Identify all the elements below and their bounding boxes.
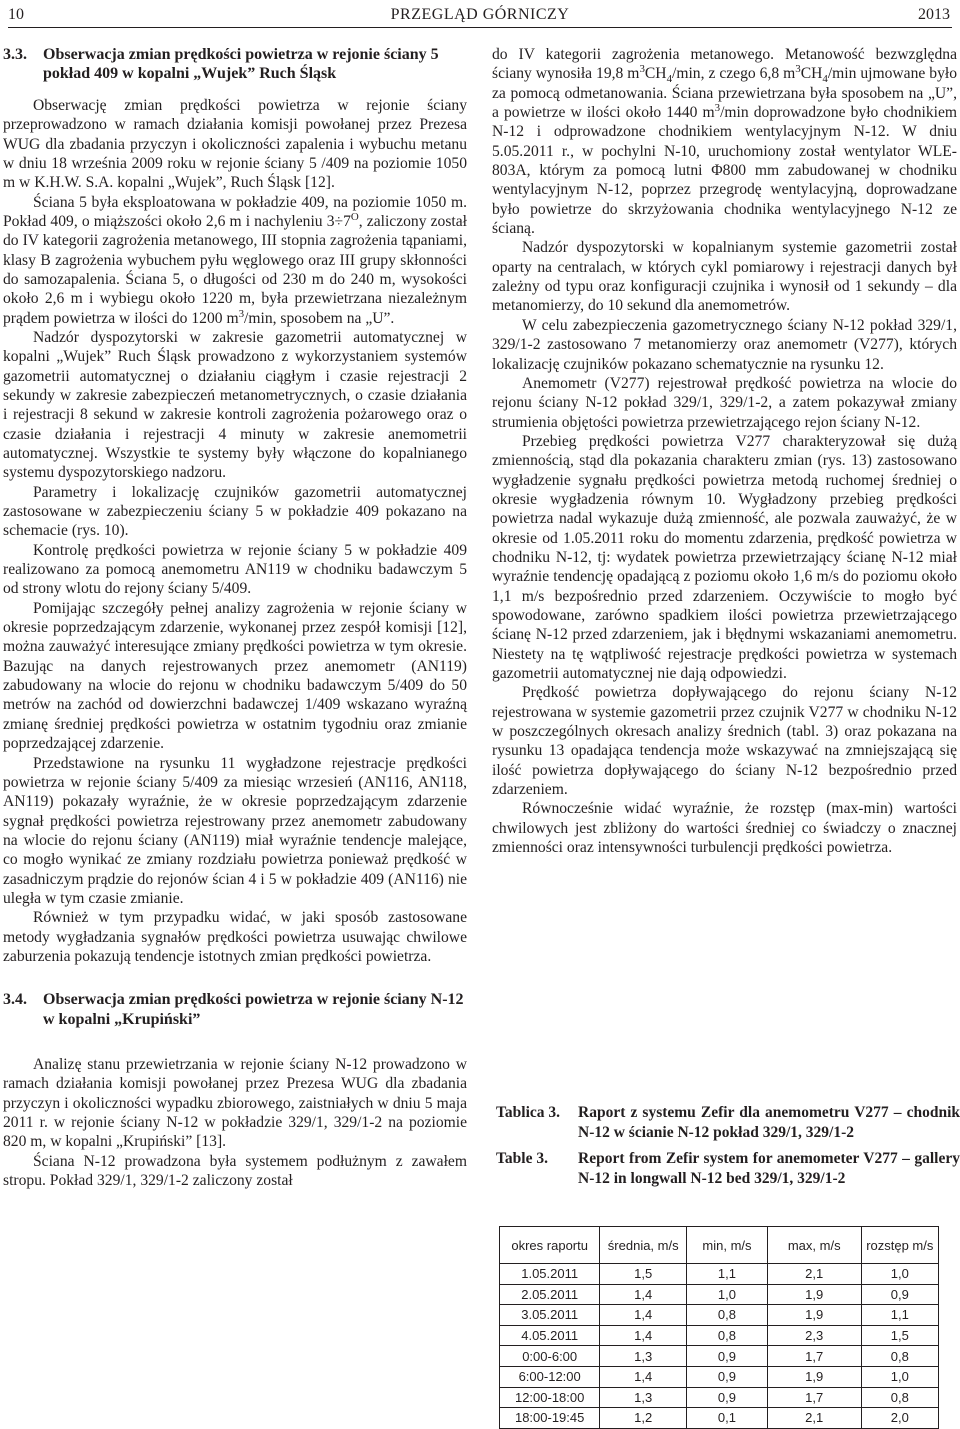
table-cell: 0,8 — [861, 1387, 938, 1408]
table-cell: 1,1 — [687, 1264, 768, 1285]
table-cell: 1,0 — [861, 1264, 938, 1285]
table-cell: 1,4 — [600, 1305, 687, 1326]
table-header-row — [500, 1227, 939, 1264]
paragraph: Przebieg prędkości powietrza V277 charakteryzował się dużą zmiennością, stąd dla pokazania charakteru zmian (rys. 13) zastosowano wygładzenie sygnału prędkości powietrza metodą ruchomej średniej o okresie wygładzenia równym 10. Wygładzony przebieg prędkości powietrza nadal wykazuje dużą zmienność, ale pozwala zauważyć, że w okresie od 1.05.2011 roku do momentu zdarzenia, prędkość powietrza w chodniku N-12, tj: wydatek powietrza przewietrzający ścianę N-12 miał wyraźnie tendencję opadającą z poziomu około 1,6 m/s do poziomu około 1,1 m/s bezpośrednio przed zdarzeniem. Oczywiście to mogło być spowodowane, zarówno spadkiem ilości powietrza przewietrzającego ścianę N-12 przed zdarzeniem, jak i błędnymi wskazaniami anemometru. Niestety na tę wątpliwość rejestracje prędkości powietrza w systemach gazometrii automatycznej nie dają odpowiedzi. — [492, 432, 957, 682]
table-cell: 1,0 — [861, 1366, 938, 1387]
table-cell: 4.05.2011 — [500, 1325, 600, 1346]
paragraph: Prędkość powietrza dopływającego do rejonu ściany N-12 rejestrowana w systemie gazometrii przez czujnik V277 w chodniku N-12 w poszczególnych okresach analizy średnich (tabl. 3) oraz pokazana na rysunku 13 opadająca tendencja może wskazywać na zmniejszającą się ilość powietrza dopływającego do ściany N-12 bezpośrednio przed zdarzeniem. — [492, 684, 957, 799]
table-cell: 1,9 — [767, 1284, 861, 1305]
paragraph: Pomijając szczegóły pełnej analizy zagrożenia w rejonie ściany w okresie poprzedzającym zdarzenie, wykonanej przez zespół komisji [12], można zauważyć interesujące zmiany prędkości powietrza w tym okresie. Bazując na danych rejestrowanych przez anemometr (AN119) zabudowany na wlocie do rejonu w chodniku badawczym 5/409 do 50 metrów na zachód od dowierzchni badawczej 1/409 wskazano wyraźną zmianę średniej prędkości powietrza w ostatnim tygodniu oraz zmianie poprzedzającej zdarzenie. — [3, 599, 467, 753]
paragraph: Ściana 5 była eksploatowana w pokładzie 409, na poziomie 1050 m. Pokład 409, o miąższości około 2,6 m i nachyleniu $3\div 7^O$, zaliczony został do IV kategorii zagrożenia metanowego, III stopnia zagrożenia tąpaniami, klasy B zagrożenia wybuchem pyłu węglowego oraz III grupy skłonności do samozapalenia. Ściana 5, o długości od 230 m do 240 m, wysokości około 2,6 m i wybiegu około 1220 m, była przewietrzana niezależnym prądem powietrza w ilości do 1200 $m^3/\min$, sposobem na „U”. — [3, 193, 468, 327]
table-cell: 1,5 — [600, 1264, 687, 1285]
caption-text-en: Report from Zefir system for anemometer V277 – gallery N-12 in longwall N-12 bed 329/1, 329/1-2 — [578, 1150, 960, 1187]
table-cell: 12:00-18:00 — [500, 1387, 600, 1408]
paragraph: Również w tym przypadku widać, w jaki sposób zastosowane metody wygładzania sygnałów prędkości powietrza usuwając chwilowe zaburzenia pokazują tendencje istotnych zmian prędkości powietrza. — [3, 909, 467, 965]
table-cell: 1,2 — [600, 1408, 687, 1429]
section-heading-3-4 — [3, 990, 467, 1029]
paragraph: Anemometr (V277) rejestrował prędkość powietrza na wlocie do rejonu ściany N-12 pokład 329/1, 329/1-2, a zatem pokazywał zmiany strumienia objętości powietrza przewietrzającego rejon ściany N-12. — [492, 374, 957, 431]
divide-sign: ÷ — [334, 212, 344, 230]
left-column — [3, 45, 467, 1191]
table-cell: 2,0 — [861, 1408, 938, 1429]
section-title: Obserwacja zmian prędkości powietrza w rejonie ściany N-12 w kopalni „Krupiński” — [43, 991, 464, 1028]
table-cell: 1,4 — [600, 1284, 687, 1305]
table-cell: 6:00-12:00 — [500, 1366, 600, 1387]
table-cell: 18:00-19:45 — [500, 1408, 600, 1429]
issue-year: 2013 — [918, 6, 950, 23]
paragraph: Nadzór dyspozytorski w kopalnianym systemie gazometrii został oparty na centralach, w których cykl pomiarowy i rejestracji danych był zależny od typu oraz konfiguracji czujnika i wynosił od 1 sekundy – dla metanomierzy, do 10 sekund dla anemometrów. — [492, 239, 957, 315]
table-cell: 1,3 — [600, 1346, 687, 1367]
table-row — [500, 1264, 939, 1285]
paragraph: Ściana N-12 prowadzona była systemem podłużnym z zawałem stropu. Pokład 329/1, 329/1-2 zaliczony został — [3, 1152, 467, 1190]
column-header: okres raportu — [500, 1227, 600, 1264]
table-cell: 0,9 — [687, 1346, 768, 1367]
caption-text-pl: Raport z systemu Zefir dla anemometru V277 – chodnik N-12 w ścianie N-12 pokład 329/1, 329/1-2 — [578, 1104, 960, 1141]
table-cell: 2,1 — [767, 1264, 861, 1285]
caption-label-pl: Tablica 3. — [496, 1104, 561, 1121]
table-cell: 1,5 — [861, 1325, 938, 1346]
table-cell: 0,8 — [687, 1305, 768, 1326]
table-row — [500, 1305, 939, 1326]
table-row — [500, 1366, 939, 1387]
paragraph: Obserwację zmian prędkości powietrza w rejonie ściany przeprowadzono w ramach działania komisji powołanej przez Prezesa WUG dla zbadania przyczyn i okoliczności zapalenia i wybuchu metanu w dniu 18 września 2009 roku w rejonie ściany 5 /409 na poziomie 1050 m w K.H.W. S.A. kopalni „Wujek”, Ruch Śląsk [12]. — [3, 96, 467, 192]
page-number: 10 — [8, 6, 24, 23]
header-rule — [8, 27, 952, 28]
table-cell: 1.05.2011 — [500, 1264, 600, 1285]
table-cell: 1,4 — [600, 1325, 687, 1346]
column-header: rozstęp m/s — [861, 1227, 938, 1264]
running-head — [0, 0, 960, 30]
table-cell: 0,1 — [687, 1408, 768, 1429]
section-title: Obserwacja zmian prędkości powietrza w rejonie ściany 5 pokład 409 w kopalni „Wujek” Ruch Śląsk — [43, 46, 439, 83]
paragraph: Kontrolę prędkości powietrza w rejonie ściany 5 w pokładzie 409 realizowano za pomocą anemometru AN119 w chodniku badawczym 5 od strony wlotu do rejony ściany 5/409. — [3, 541, 467, 598]
paragraph: Parametry i lokalizację czujników gazometrii automatycznej zastosowane w zabezpieczeniu ściany 5 w pokładzie 409 pokazano na schemacie (rys. 10). — [3, 483, 467, 540]
table-cell: 1,7 — [767, 1387, 861, 1408]
paragraph: do IV kategorii zagrożenia metanowego. Metanowość bezwzględna ściany wynosiła 19,8 $m^3CH_4/\min$, z czego 6,8 $m^3CH_4/\min$ ujmowane było za pomocą odmetanowania. Ściana przewietrzana była sposobem na „U”, a powietrze w ilości około 1440 $m^3/\min$ doprowadzone było chodnikiem N-12 i odprowadzone chodnikiem wentylacyjnym N-12. W dniu 5.05.2011 r., w pochylni N-10, uruchomiony został wentylator WLE-803A, którym za pomocą lutni Φ800 mm zabudowanej w chodniku wentylacyjnym N-12, poprzez przegrodę wentylacyjną, doprowadzane było powietrze do skrzyżowania chodnika wentylacyjnego N-12 ze ścianą. — [492, 46, 957, 238]
section-number: 3.4. — [3, 991, 27, 1009]
table-cell: 1,9 — [767, 1305, 861, 1326]
paragraph: Nadzór dyspozytorski w zakresie gazometrii automatycznej w kopalni „Wujek” Ruch Śląsk prowadzono z wykorzystaniem systemów gazometrii automatycznej o działaniu ciągłym i czasie rejestracji 2 sekundy w zakresie zabezpieczeń metanometrycznych, o czasie działania i rejestracji 8 sekund w zakresie kontroli zagrożenia pożarowego oraz o czasie działania i rejestracji 4 minuty w zakresie anemometrii automatycznej. Wszystkie te systemy były włączone do kopalnianego systemu dyspozytorskiego nadzoru. — [3, 328, 467, 482]
caption-label-en: Table 3. — [496, 1150, 548, 1167]
table-cell: 0,9 — [687, 1387, 768, 1408]
table-row — [500, 1387, 939, 1408]
column-header: średnia, m/s — [600, 1227, 687, 1264]
table-cell: 0,9 — [861, 1284, 938, 1305]
section-number: 3.3. — [3, 46, 27, 63]
table-cell: 0,8 — [687, 1325, 768, 1346]
paragraph: Przedstawione na rysunku 11 wygładzone rejestracje prędkości powietrza w rejonie ściany 5/409 za miesiąc wrzesień (AN116, AN118, AN119) pokazały wyraźnie, że w okresie poprzedzającym zdarzenie sygnał prędkości powietrza rejestrowany przez anemometr zabudowany na wlocie do rejonu ściany (AN119) miał wyraźnie tendencje malejące, co mogło wynikać ze zmiany rozdziału powietrza ponieważ prędkość w zasadniczym prądzie do rejonów ścian 4 i 5 w pokładzie 409 (AN116) nie uległa w tym czasie zmianie. — [3, 754, 467, 907]
right-column — [492, 45, 957, 857]
table-cell: 2,3 — [767, 1325, 861, 1346]
table-row — [500, 1346, 939, 1367]
paragraph: Analizę stanu przewietrzania w rejonie ściany N-12 prowadzono w ramach działania komisji powołanej przez Prezesa WUG dla zbadania przyczyn i okoliczności wypadku zbiorowego, zaistniałych w dniu 5 maja 2011 r. w rejonie ściany N-12 w pokładzie 329/1, 329/1-2 na poziomie 820 m, w kopalni „Krupiński” [13]. — [3, 1056, 467, 1151]
table-cell: 0,8 — [861, 1346, 938, 1367]
table-cell: 0:00-6:00 — [500, 1346, 600, 1367]
table-cell: 0,9 — [687, 1366, 768, 1387]
table-cell: 3.05.2011 — [500, 1305, 600, 1326]
table-cell: 1,9 — [767, 1366, 861, 1387]
table-cell: 2,1 — [767, 1408, 861, 1429]
data-table — [499, 1226, 939, 1429]
column-header: min, m/s — [687, 1227, 768, 1264]
table-cell: 1,0 — [687, 1284, 768, 1305]
column-header: max, m/s — [767, 1227, 861, 1264]
section-heading-3-3 — [3, 45, 467, 84]
table-cell: 1,3 — [600, 1387, 687, 1408]
table-caption — [496, 1103, 960, 1195]
journal-title: PRZEGLĄD GÓRNICZY — [390, 6, 570, 23]
degree-sign: O — [350, 210, 359, 223]
table-row — [500, 1325, 939, 1346]
table-cell: 2.05.2011 — [500, 1284, 600, 1305]
paragraph: Równocześnie widać wyraźnie, że rozstęp (max-min) wartości chwilowych jest zbliżony do wartości średniej co świadczy o znacznej zmienności oraz intensywności turbulencji prędkości powietrza. — [492, 800, 957, 857]
table-cell: 1,4 — [600, 1366, 687, 1387]
table-row — [500, 1284, 939, 1305]
table-cell: 1,7 — [767, 1346, 861, 1367]
table-cell: 1,1 — [861, 1305, 938, 1326]
paragraph: W celu zabezpieczenia gazometrycznego ściany N-12 pokład 329/1, 329/1-2 zastosowano 7 metanomierzy oraz anemometr (V277), których lokalizację czujników pokazano schematycznie na rysunku 12. — [492, 316, 957, 373]
